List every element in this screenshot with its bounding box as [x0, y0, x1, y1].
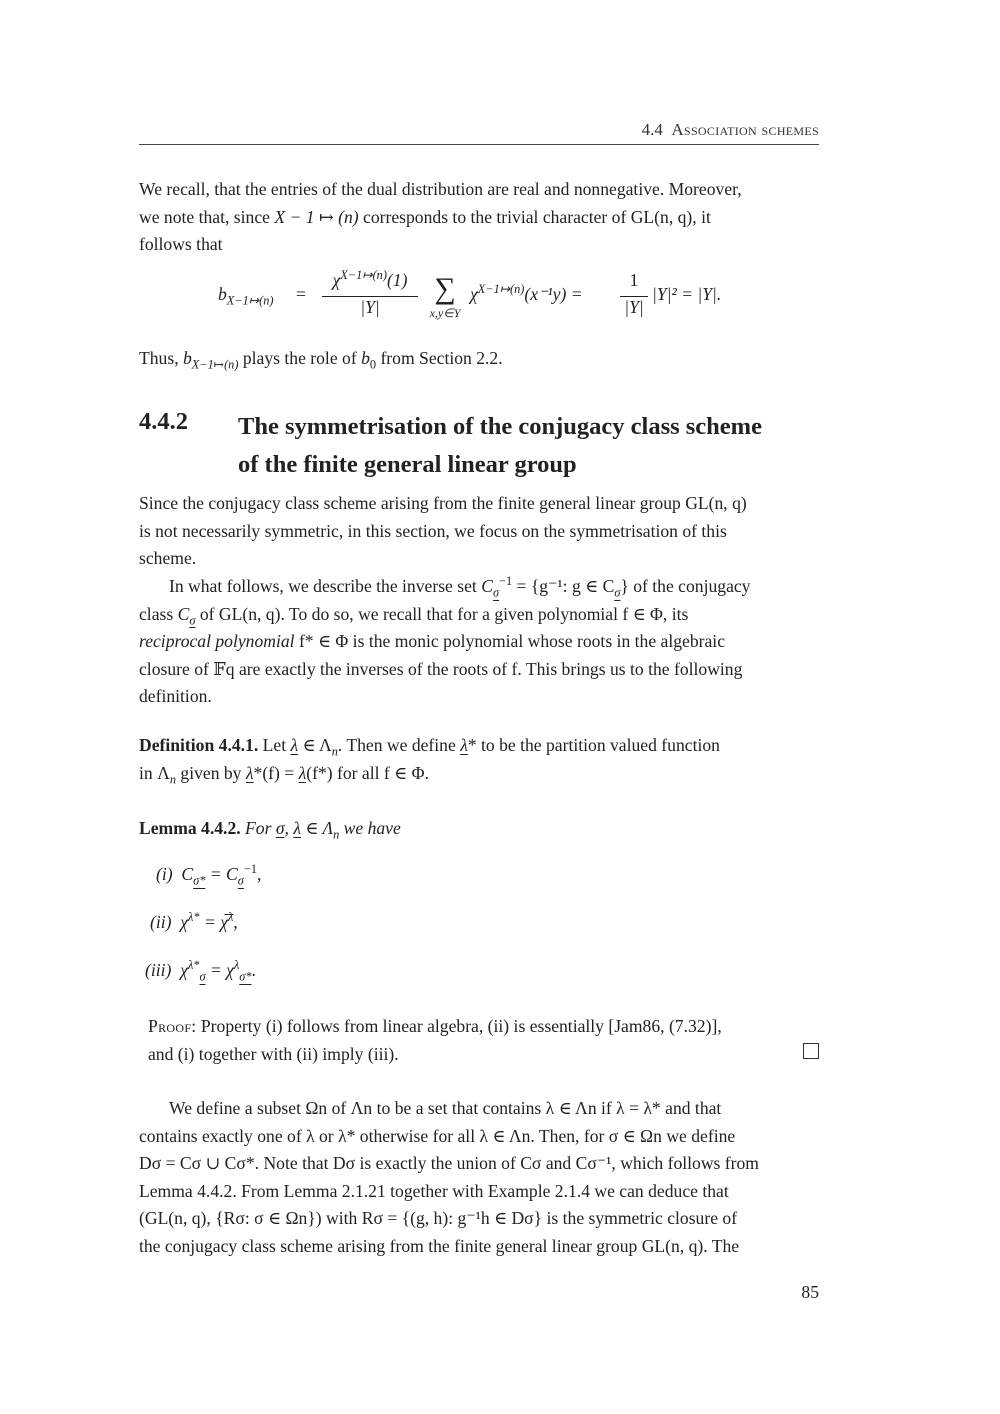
qed-square-icon — [803, 1043, 819, 1059]
text-line: Proof: Property (i) follows from linear algebra, (ii) is essentially [Jam86, (7.32)], — [148, 1016, 722, 1036]
text-line: we note that, since X − 1 ↦ (n) corresponds to the trivial character of GL(n, q), it — [139, 206, 711, 227]
eq-equals: = — [296, 284, 306, 304]
text-line: (GL(n, q), {Rσ: σ ∈ Ωn}) with Rσ = {(g, h): g⁻¹h ∈ Dσ} is the symmetric closure of — [139, 1208, 738, 1228]
running-head-number: 4.4 — [641, 120, 663, 139]
text-line: closure of 𝔽q are exactly the inverses of the roots of f. This brings us to the following — [139, 658, 743, 679]
running-head-title: Association schemes — [671, 120, 819, 139]
header-rule — [139, 144, 819, 145]
paragraph-intro — [139, 490, 819, 573]
text-line: We define a subset Ωn of Λn to be a set that contains λ ∈ Λn if λ = λ* and that — [169, 1098, 722, 1118]
page-number: 85 — [801, 1282, 819, 1302]
text-line: class $C_\sigma$ of GL(n, q). To do so, we recall that for a given polynomial f ∈ Φ, its — [139, 603, 689, 628]
paragraph-thus: Thus, $b_{X-1↦(n)}$ plays the role of $b_0$ from Section 2.2. — [139, 348, 503, 372]
eq-chi-term: $\chi^{X-1↦(n)}(x^{-1}y)$ = — [470, 282, 583, 304]
text-line: scheme. — [139, 548, 197, 568]
inline-math: X − 1 ↦ (n) — [274, 206, 359, 227]
proof — [148, 1013, 819, 1068]
lemma-item-ii: (ii) $\chi^{\lambda*}$ = χ̅$^\lambda$, — [150, 910, 238, 932]
text-line: and (i) together with (ii) imply (iii). — [148, 1043, 399, 1064]
sum-symbol-icon: ∑ — [434, 272, 456, 305]
section-number: 4.4.2 — [139, 408, 188, 435]
text-line: Since the conjugacy class scheme arising from the finite general linear group GL(n, q) — [139, 493, 747, 513]
text-line: In what follows, we describe the inverse set $C_\sigma^{-1} = \{g^{-1}$: g ∈ $C_\sigma$} of the conjugacy — [169, 574, 751, 600]
text-line: definition. — [139, 686, 212, 706]
section-title: The symmetrisation of the conjugacy class scheme of the finite general linear group — [238, 413, 762, 478]
eq-sum: ∑ x,y∈Y — [422, 272, 468, 320]
eq-fraction-2: 1 |Y| — [620, 270, 648, 318]
eq-fraction-1: $\chi^{X-1↦(n)}(1)$ |Y| — [318, 270, 422, 318]
definition-4-4-1 — [139, 732, 819, 787]
definition-label: Definition 4.4.1. — [139, 735, 259, 755]
lemma-item-i: (i) $C_{\sigma*} = C_\sigma^{-1}$, — [156, 862, 262, 888]
running-head — [642, 120, 819, 140]
proof-label: Proof: — [148, 1016, 197, 1036]
text-line: is not necessarily symmetric, in this section, we focus on the symmetrisation of this — [139, 520, 727, 541]
text-line: Lemma 4.4.2. From Lemma 2.1.21 together with Example 2.1.4 we can deduce that — [139, 1180, 729, 1201]
display-equation — [218, 270, 778, 338]
text-line: Dσ = Cσ ∪ Cσ*. Note that Dσ is exactly the union of Cσ and Cσ⁻¹, which follows from — [139, 1153, 759, 1173]
text-line: Definition 4.4.1. Let λ ∈ $\Lambda_n$. Then we define λ* to be the partition valued function — [139, 735, 720, 759]
eq-tail: |Y|² = |Y|. — [652, 284, 722, 304]
lemma-item-iii: (iii) $\chi^{\lambda*}_\sigma = \chi^\lambda_{\sigma*}$. — [145, 958, 256, 984]
paragraph-symmetric-closure — [139, 1095, 819, 1260]
lemma-label: Lemma 4.4.2. — [139, 818, 241, 838]
text-line: the conjugacy class scheme arising from the finite general linear group GL(n, q). The — [139, 1235, 740, 1256]
text-line: in $\Lambda_n$ given by λ*(f) = λ(f*) for all f ∈ Φ. — [139, 762, 429, 787]
lemma-4-4-2: Lemma 4.4.2. For σ, λ ∈ $\Lambda_n$ we have — [139, 818, 401, 842]
paragraph-inverse-set — [139, 573, 819, 711]
text-line: contains exactly one of λ or λ* otherwise for all λ ∈ Λn. Then, for σ ∈ Ωn we define — [139, 1125, 736, 1146]
text-line: follows that — [139, 234, 223, 254]
eq-lhs: $b_{X-1↦(n)}$ — [218, 284, 274, 308]
paragraph-dual-distribution — [139, 176, 819, 259]
text-line: reciprocal polynomial f* ∈ Φ is the monic polynomial whose roots in the algebraic — [139, 631, 726, 651]
text-line: We recall, that the entries of the dual distribution are real and nonnegative. Moreover, — [139, 179, 742, 199]
